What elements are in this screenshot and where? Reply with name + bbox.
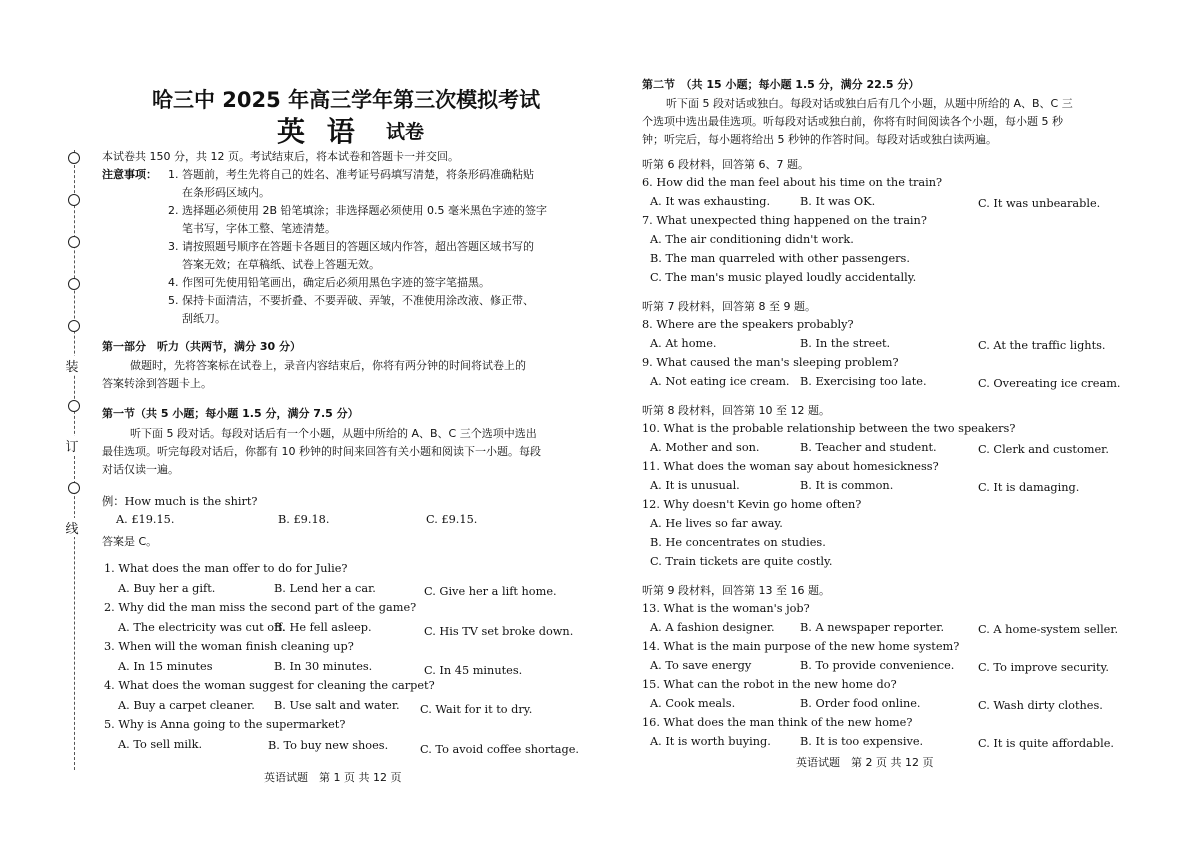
exam-page-1 (102, 0, 584, 849)
answer-option: B. It is common. (800, 479, 894, 492)
subject-title: 英 语 (277, 115, 361, 148)
binding-char-ding: 订 (65, 436, 78, 455)
answer-option: C. Wash dirty clothes. (978, 699, 1103, 712)
note-line: 4. 作图可先使用铅笔画出，确定后必须用黑色字迹的签字笔描黑。 (168, 276, 490, 289)
answer-option: B. In 30 minutes. (274, 660, 373, 673)
question-text: 3. When will the woman finish cleaning up? (104, 640, 354, 653)
question-text: 12. Why doesn't Kevin go home often? (642, 498, 862, 511)
answer-option: A. It is worth buying. (650, 735, 771, 748)
note-line: 在条形码区域内。 (182, 186, 270, 199)
note-line: 1. 答题前，考生先将自己的姓名、准考证号码填写清楚，将条形码准确粘贴 (168, 168, 534, 181)
notes-label: 注意事项： (102, 168, 157, 181)
answer-option: C. Wait for it to dry. (420, 703, 533, 716)
page-footer: 英语试题 第 2 页 共 12 页 (796, 756, 934, 769)
question-text: 11. What does the woman say about homesickness? (642, 460, 939, 473)
question-text: 16. What does the man think of the new home? (642, 716, 913, 729)
example-answer: 答案是 C。 (102, 535, 158, 548)
answer-option: C. Clerk and customer. (978, 443, 1109, 456)
answer-option: C. It is quite affordable. (978, 737, 1115, 750)
binding-hole (68, 320, 80, 332)
question-text: 8. Where are the speakers probably? (642, 318, 854, 331)
answer-option: B. To buy new shoes. (268, 739, 389, 752)
section2-heading: 第二节 （共 15 小题；每小题 1.5 分，满分 22.5 分） (642, 78, 920, 91)
answer-option: B. It was OK. (800, 195, 876, 208)
answer-option: C. It was unbearable. (978, 197, 1101, 210)
material-label: 听第 8 段材料，回答第 10 至 12 题。 (642, 404, 830, 417)
part1-desc: 答案转涂到答题卡上。 (102, 377, 212, 390)
question-text: 2. Why did the man miss the second part of the game? (104, 601, 417, 614)
answer-option: A. A fashion designer. (650, 621, 775, 634)
answer-option: B. In the street. (800, 337, 891, 350)
answer-option: C. At the traffic lights. (978, 339, 1106, 352)
answer-option: C. Give her a lift home. (424, 585, 557, 598)
answer-option: A. Buy her a gift. (118, 582, 216, 595)
question-text: 1. What does the man offer to do for Julie? (104, 562, 348, 575)
question-text: 9. What caused the man's sleeping problem? (642, 356, 899, 369)
note-line: 3. 请按照题号顺序在答题卡各题目的答题区域内作答，超出答题区域书写的 (168, 240, 534, 253)
example-option: A. £19.15. (116, 513, 175, 526)
answer-option: C. A home-system seller. (978, 623, 1119, 636)
answer-option: C. Train tickets are quite costly. (650, 555, 833, 568)
answer-option: A. It is unusual. (650, 479, 740, 492)
binding-hole (68, 236, 80, 248)
answer-option: B. He concentrates on studies. (650, 536, 826, 549)
answer-option: B. Exercising too late. (800, 375, 927, 388)
binding-hole (68, 278, 80, 290)
note-line: 笔书写，字体工整、笔迹清楚。 (182, 222, 336, 235)
binding-hole (68, 194, 80, 206)
answer-option: C. His TV set broke down. (424, 625, 574, 638)
question-text: 7. What unexpected thing happened on the train? (642, 214, 927, 227)
example-option: C. £9.15. (426, 513, 478, 526)
answer-option: B. A newspaper reporter. (800, 621, 945, 634)
answer-option: B. Lend her a car. (274, 582, 376, 595)
binding-char-xian: 线 (65, 518, 78, 537)
answer-option: C. To avoid coffee shortage. (420, 743, 580, 756)
question-text: 15. What can the robot in the new home do? (642, 678, 897, 691)
question-text: 4. What does the woman suggest for cleaning the carpet? (104, 679, 435, 692)
answer-option: B. Order food online. (800, 697, 921, 710)
binding-hole (68, 400, 80, 412)
answer-option: A. He lives so far away. (650, 517, 783, 530)
answer-option: A. Mother and son. (650, 441, 760, 454)
page-footer: 英语试题 第 1 页 共 12 页 (264, 771, 402, 784)
material-label: 听第 7 段材料，回答第 8 至 9 题。 (642, 300, 816, 313)
answer-option: B. The man quarreled with other passengers. (650, 252, 910, 265)
example-question: 例：How much is the shirt? (102, 495, 258, 508)
answer-option: C. Overeating ice cream. (978, 377, 1121, 390)
answer-option: C. It is damaging. (978, 481, 1080, 494)
material-label: 听第 9 段材料，回答第 13 至 16 题。 (642, 584, 830, 597)
answer-option: A. In 15 minutes (118, 660, 213, 673)
answer-option: A. At home. (650, 337, 717, 350)
answer-option: A. To save energy (650, 659, 752, 672)
note-line: 刮纸刀。 (182, 312, 226, 325)
binding-hole (68, 482, 80, 494)
question-text: 14. What is the main purpose of the new home system? (642, 640, 960, 653)
section2-desc: 听下面 5 段对话或独白。每段对话或独白后有几个小题，从题中所给的 A、B、C 三 (666, 97, 1073, 110)
exam-intro: 本试卷共 150 分，共 12 页。考试结束后，将本试卷和答题卡一并交回。 (102, 150, 459, 163)
material-label: 听第 6 段材料，回答第 6、7 题。 (642, 158, 809, 171)
answer-option: C. In 45 minutes. (424, 664, 523, 677)
note-line: 答案无效；在草稿纸、试卷上答题无效。 (182, 258, 380, 271)
section2-desc: 个选项中选出最佳选项。听每段对话或独白前，你将有时间阅读各个小题，每小题 5 秒 (642, 115, 1063, 128)
question-text: 10. What is the probable relationship between the two speakers? (642, 422, 1016, 435)
section2-desc: 钟；听完后，每小题将给出 5 秒钟的作答时间。每段对话或独白读两遍。 (642, 133, 997, 146)
question-text: 6. How did the man feel about his time on the train? (642, 176, 943, 189)
binding-char-zhuang: 装 (65, 356, 78, 375)
section1-desc: 听下面 5 段对话。每段对话后有一个小题，从题中所给的 A、B、C 三个选项中选出 (130, 427, 537, 440)
answer-option: B. He fell asleep. (274, 621, 372, 634)
part1-heading: 第一部分 听力（共两节，满分 30 分） (102, 340, 301, 353)
answer-option: A. To sell milk. (118, 738, 203, 751)
answer-option: C. To improve security. (978, 661, 1110, 674)
section1-heading: 第一节（共 5 小题；每小题 1.5 分，满分 7.5 分） (102, 407, 359, 420)
answer-option: A. Buy a carpet cleaner. (118, 699, 255, 712)
answer-option: B. It is too expensive. (800, 735, 924, 748)
part1-desc: 做题时，先将答案标在试卷上，录音内容结束后，你将有两分钟的时间将试卷上的 (130, 359, 526, 372)
answer-option: A. It was exhausting. (650, 195, 771, 208)
answer-option: B. To provide convenience. (800, 659, 955, 672)
answer-option: A. The electricity was cut off. (118, 621, 286, 634)
question-text: 5. Why is Anna going to the supermarket? (104, 718, 346, 731)
binding-hole (68, 152, 80, 164)
answer-option: C. The man's music played loudly accidentally. (650, 271, 917, 284)
exam-page-2 (642, 0, 1121, 849)
question-text: 13. What is the woman's job? (642, 602, 810, 615)
note-line: 2. 选择题必须使用 2B 铅笔填涂；非选择题必须使用 0.5 毫米黑色字迹的签字 (168, 204, 548, 217)
example-option: B. £9.18. (278, 513, 330, 526)
section1-desc: 对话仅读一遍。 (102, 463, 179, 476)
note-line: 5. 保持卡面清洁，不要折叠、不要弄破、弄皱，不准使用涂改液、修正带、 (168, 294, 534, 307)
answer-option: A. Cook meals. (650, 697, 736, 710)
section1-desc: 最佳选项。听完每段对话后，你都有 10 秒钟的时间来回答有关小题和阅读下一小题。每段 (102, 445, 541, 458)
answer-option: B. Teacher and student. (800, 441, 937, 454)
answer-option: A. The air conditioning didn't work. (650, 233, 854, 246)
answer-option: B. Use salt and water. (274, 699, 400, 712)
answer-option: A. Not eating ice cream. (650, 375, 790, 388)
subject-suffix: 试卷 (386, 121, 425, 143)
exam-title: 哈三中 2025 年高三学年第三次模拟考试 (152, 88, 541, 112)
